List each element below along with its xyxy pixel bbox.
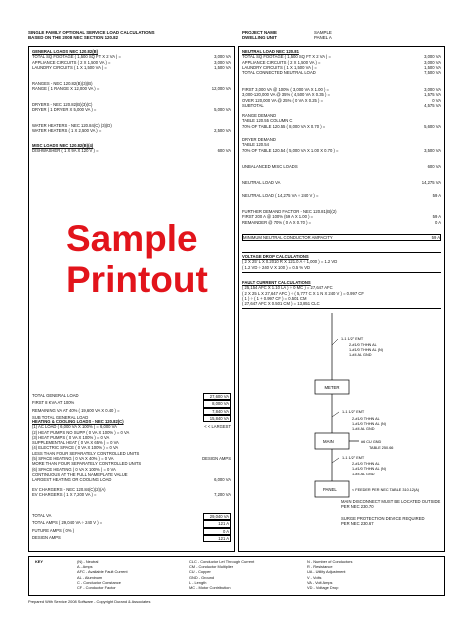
general-loads-title: GENERAL LOADS NEC 120.82(B) [32, 49, 99, 54]
calc-label: EV CHARGERS ( 1 X 7,200 VA ) = [32, 492, 97, 498]
calc-value: 15,840 VA [203, 415, 231, 422]
calc-value: 3,000 VA [424, 87, 441, 92]
project-name-value: SAMPLE [314, 30, 332, 35]
calc-label: RANGE ( 1 RANGE X 12,000 VA ) = [32, 86, 100, 92]
calc-label: NEUTRAL LOAD VA [242, 180, 281, 185]
text-line: (N) - Neutral [77, 559, 99, 564]
calc-row [32, 128, 231, 133]
calc-value: 3,000 VA [424, 54, 441, 60]
calc-label: DISHWASHER ( 1 X 9A X 120 V ) = [32, 148, 99, 154]
abbreviation-key [28, 556, 445, 596]
range-demand-rows [242, 113, 441, 129]
calc-value: 1,500 VA [214, 64, 231, 70]
one-line-diagram-lower [239, 473, 444, 499]
text-line: CM - Conductor Multiplier [189, 564, 234, 570]
text-line: A - Amps [77, 564, 93, 570]
neutral-load-total-rows [242, 180, 441, 199]
sample-printout-watermark [66, 218, 208, 300]
text-line: CF - Conductor Factor [77, 585, 116, 591]
calc-value: 29,040 VA [203, 513, 231, 520]
calc-value: 1,575 VA [424, 92, 441, 98]
calc-value: 27,600 VA [203, 393, 231, 400]
calc-value: 7,200 VA [214, 492, 231, 498]
text-line: VD - Voltage Drop [307, 585, 339, 591]
calc-row [242, 70, 441, 75]
calc-row [32, 148, 231, 153]
calc-value: 7,500 VA [424, 70, 441, 76]
neutral-load-total-section [242, 180, 441, 199]
calc-value: 121 A [203, 520, 231, 527]
calc-label: LAUNDRY CIRCUITS ( 1 X 1,500 VA ) = [32, 64, 107, 70]
calc-label: LARGEST HEATING OR COOLING LOAD [32, 477, 112, 483]
calc-label: REMAINDER @ 70% ( 0 A X 0.70 ) = [242, 219, 312, 225]
text-line: CLC - Conductor Let Through Current [189, 559, 255, 564]
calc-label: DRYERS - NEC 120.82(B)(3)(C) [32, 102, 93, 107]
key-column-2 [189, 559, 254, 590]
misc-loads-section [32, 143, 231, 154]
calc-label: UNBALANCED MISC LOADS [242, 164, 298, 169]
calc-label: RANGE DEMAND [242, 113, 277, 118]
annotations-group-3 [332, 456, 387, 471]
heating-cooling-section [32, 419, 231, 483]
annotation-1-line-3: 1-#1/0 THHN AL (N) [349, 348, 383, 352]
neutral-load-title: NEUTRAL LOAD NEC 120.81 [242, 49, 299, 54]
text-line: UA - Utility Adjustment [307, 569, 346, 575]
dwelling-unit-value: PANEL A [314, 35, 332, 41]
calc-value: 0 A [203, 528, 231, 535]
main-label: MAIN [323, 439, 334, 444]
project-name-label: PROJECT NAME [242, 30, 277, 35]
calc-row [242, 124, 441, 129]
annotation-3-line-3: 1-#1/0 THHN AL (N) [352, 467, 386, 471]
calc-label: TOTAL SQ FOOTAGE ( 1,500 SQ FT X 2 VA ) = [32, 54, 121, 60]
text-line: ( 1.2 VD ÷ 240 V X 100 ) = 0.5 % VD [242, 264, 311, 270]
calc-row [32, 408, 231, 415]
text-line: R - Resistance [307, 564, 333, 570]
final-totals-section [32, 513, 231, 542]
text-line: ( 27,647 AFC X 0.501 CM ) = 13,851 CLC [242, 301, 320, 307]
calc-value: 14,275 VA [421, 180, 441, 185]
voltage-drop-lines [242, 259, 441, 270]
neutral-demand-rows [242, 87, 441, 108]
calc-value: 3,500 VA [424, 147, 441, 153]
annotation-2-line-3: 1-#1/0 THHN AL (N) [352, 422, 386, 426]
further-demand-rows [242, 209, 441, 225]
calc-label: TABLE 120.55 COLUMN C [242, 118, 293, 124]
neutral-demand-section [242, 87, 441, 108]
min-neutral-value: 59 A [431, 235, 440, 240]
calc-label: (4) ELECTRIC SPACE ( 0 VA X 100% ) = 0 VA [32, 445, 119, 451]
calc-label: TOTAL CONNECTED NEUTRAL LOAD [242, 70, 316, 76]
header-line2: BASED ON THE 2008 NEC SECTION 120.82 [28, 35, 119, 41]
ranges-section [32, 81, 231, 92]
water-heaters-section [32, 123, 231, 134]
text-line: AL - Aluminum [77, 574, 103, 580]
ground-note: #6 CU GND [361, 440, 382, 444]
text-line: CU - Copper [189, 569, 211, 575]
calc-value: 0 VA [432, 97, 441, 103]
calc-row [32, 520, 231, 527]
neutral-load-rows [242, 54, 441, 75]
calc-row [32, 65, 231, 70]
fault-current-title: FAULT CURRENT CALCULATIONS [242, 280, 311, 285]
annotation-1-line-1: 1-1 1/2" EMT [341, 337, 364, 341]
calc-value: 4,575 VA [424, 102, 441, 108]
calc-value: 3,000 VA [214, 59, 231, 65]
text-line: N - Number of Conductors [307, 559, 353, 564]
calc-row [242, 193, 441, 198]
annotation-leader-1 [332, 339, 338, 345]
calc-value: 59 A [432, 214, 441, 220]
calc-label: SUPPLEMENTAL HEAT ( 0 VA X 65% ) = 0 VA [32, 440, 119, 446]
annotation-1-line-2: 2-#1/0 THHN AL [349, 343, 377, 347]
calc-value: < < LARGEST [204, 424, 231, 430]
annotation-leader-3 [332, 458, 339, 463]
calc-value: 3,000 VA [214, 54, 231, 60]
final-totals-rows [32, 513, 231, 542]
calc-label: SUB TOTAL GENERAL LOAD [32, 414, 89, 420]
surge-protection-sub: PER NEC 230.67 [341, 521, 374, 527]
annotation-3-line-2: 2-#1/0 THHN AL [352, 462, 380, 466]
calc-label: TOTAL VA [32, 513, 52, 518]
calc-label: FIRST 200 A @ 100% (59 A X 1.00 ) = [242, 214, 314, 220]
right-column [238, 46, 445, 552]
key-column-1 [77, 559, 128, 590]
general-loads-rows [32, 54, 231, 70]
calc-label: FURTHER DEMAND FACTOR - NEC 120.81(B)(2) [242, 209, 337, 214]
calc-label: DRYER ( 1 DRYER X 5,000 VA ) = [32, 107, 97, 113]
calc-row [32, 400, 231, 407]
main-disconnect-sub: PER NEC 230.70 [341, 504, 374, 510]
calc-label: 70% OF TABLE 120.55 ( 8,000 VA X 0.70 ) = [242, 123, 326, 129]
calc-row [32, 513, 231, 520]
text-line: MC - Motor Contribution [189, 585, 231, 591]
voltage-drop-section [242, 252, 441, 273]
calc-label: 70% OF TABLE 120.54 ( 5,000 VA X 1.00 X 0.70 ) = [242, 147, 339, 153]
calc-label: FIRST 8 KVA AT 100% [32, 400, 75, 406]
misc-loads-rows [32, 148, 231, 153]
calc-row [242, 180, 441, 185]
calc-label: MORE THAN FOUR SEPARATELY CONTROLLED UNITS [32, 461, 142, 467]
text-line: ( 25,154 AFC X 1.10 LA ) ÷ 0 MC ) = 27,647 AFC [242, 285, 333, 291]
heating-cooling-rows [32, 424, 231, 482]
fault-current-section [242, 280, 441, 309]
calc-row [32, 535, 231, 542]
calc-value: 8,000 VA [203, 400, 231, 407]
dryers-rows [32, 102, 231, 113]
annotations-group-2 [332, 410, 387, 431]
calc-label: LAUNDRY CIRCUITS ( 1 X 1,500 VA ) = [242, 64, 317, 70]
text-line: ( 2 X 25 L X 27,647 AFC ) ÷ ( 5,777 C X 1 N X 240 V ) = 0.997 CF [242, 290, 364, 296]
calc-value: 1,500 VA [424, 64, 441, 70]
ev-chargers-section [32, 487, 231, 498]
calc-label: LESS THAN FOUR SEPARATELY CONTROLLED UNITS [32, 450, 140, 456]
calc-row [242, 164, 441, 169]
calc-label: APPLIANCE CIRCUITS ( 2 X 1,500 VA ) = [242, 59, 321, 65]
panel-label: PANEL [323, 487, 337, 492]
calc-value: DESIGN AMPS [202, 456, 231, 462]
dwelling-unit-label: DWELLING UNIT [242, 35, 277, 41]
further-demand-section [242, 209, 441, 225]
calc-value: 7,840 VA [203, 408, 231, 415]
calc-label: DESIGN AMPS [32, 534, 61, 540]
heating-cooling-title: HEATING & COOLING LOADS - NEC 120.82(C) [32, 419, 124, 424]
calc-label: CONTINUOUS AT THE FULL NAMEPLATE VALUE [32, 471, 128, 477]
calc-label: DRYER DEMAND [242, 137, 276, 142]
footer-copyright: Prepared With Service 2008 Software - Copyright Durand & Associates [28, 599, 151, 604]
voltage-drop-title: VOLTAGE DROP CALCULATIONS [242, 254, 309, 259]
fault-current-lines [242, 285, 441, 306]
text-line: GND - Ground [189, 574, 215, 580]
watermark-line-1: Sample [66, 218, 198, 259]
calc-value: 6,000 VA [214, 477, 231, 483]
calc-label: APPLIANCE CIRCUITS ( 2 X 1,500 VA ) = [32, 59, 111, 65]
neutral-load-section [242, 49, 441, 75]
misc-loads-title: MISC LOADS NEC 120.82(B)(4) [32, 143, 94, 148]
calc-value: 59 A [432, 193, 441, 199]
text-line: L - Length [189, 579, 207, 585]
calc-row [32, 492, 231, 497]
general-loads-section [32, 49, 231, 70]
range-demand-section [242, 113, 441, 129]
calc-label: SUBTOTAL [242, 102, 264, 108]
calc-label: (1) AC LOAD ( 6,000 VA X 100% ) = 6,000 VA [32, 424, 117, 430]
main-disconnect-label: MAIN DISCONNECT MUST BE LOCATED OUTSIDE [341, 499, 441, 504]
calc-value: 3,000 VA [424, 59, 441, 65]
calc-value: 600 VA [427, 164, 441, 169]
calc-label: TABLE 120.54 [242, 142, 269, 148]
dryers-section [32, 102, 231, 113]
text-line: V - Volts [307, 574, 322, 580]
calc-row [32, 393, 231, 400]
calc-value: 0 A [434, 219, 441, 225]
calc-row [242, 103, 441, 108]
calc-label: TOTAL AMPS ( 29,040 VA ÷ 240 V ) = [32, 520, 103, 526]
calc-value: 2,500 VA [214, 128, 231, 134]
one-line-diagram [239, 313, 444, 473]
annotation-3-line-4: 1-#4 AL GND [352, 473, 375, 476]
dryer-demand-section [242, 137, 441, 153]
water-heaters-rows [32, 123, 231, 134]
main-disconnect-note [341, 499, 441, 510]
calc-label: (3) HEAT PUMPS ( 0 VA X 100% ) = 0 VA [32, 434, 110, 440]
calc-value: 12,000 VA [211, 86, 231, 92]
annotation-1-line-4: 1-#4 AL GND [349, 353, 372, 357]
report-page [24, 22, 449, 608]
min-neutral-row [242, 234, 441, 241]
calc-label: EV CHARGERS - NEC 120.84(C)(2)(A) [32, 487, 106, 492]
meter-label: METER [324, 385, 340, 390]
calc-value: 121 A [203, 535, 231, 542]
calc-row [32, 477, 231, 482]
text-line: C - Conductor Constance [77, 579, 121, 585]
calc-label: TOTAL GENERAL LOAD [32, 393, 79, 398]
calc-label: NEUTRAL LOAD ( 14,275 VA ÷ 240 V ) = [242, 193, 319, 199]
key-title: KEY [35, 559, 43, 564]
calc-value: 5,600 VA [424, 123, 441, 129]
text-line: ( 1 ) ÷ ( 1 + 0.997 CF ) = 0.501 CM [242, 295, 307, 301]
table-note: TABLE 250.66 [369, 446, 394, 450]
calc-label: (5) SPACE HEATING ( 0 VA X 40% ) = 0 VA [32, 456, 114, 462]
calc-row [242, 148, 441, 153]
ev-chargers-rows [32, 487, 231, 498]
totals-rows [32, 393, 231, 422]
text-line: ( 2 X 25' L X 0.2010 R X 121.0 A ÷ 1,000 ) = 1.2 VD [242, 259, 338, 265]
project-labels [242, 30, 302, 41]
feeder-note: < FEEDER PER NEC TABLE 310.12(A) [352, 488, 420, 492]
calc-label: (2) HEAT PUMPS NO SUPP ( 0 VA X 100% ) = 0 VA [32, 429, 130, 435]
calc-label: RANGES - NEC 120.82(B)(3)(B) [32, 81, 93, 86]
watermark-line-2: Printout [66, 259, 208, 300]
header-line1: SINGLE FAMILY OPTIONAL SERVICE LOAD CALCULATIONS [28, 30, 155, 35]
calc-row [32, 528, 231, 535]
calc-label: (6) SPACE HEATING ( 0 VA X 100% ) = 0 VA [32, 466, 116, 472]
annotation-2-line-4: 1-#4 AL GND [352, 427, 375, 431]
key-column-3 [307, 559, 352, 590]
text-line: AFC - Available Fault Current [77, 569, 128, 575]
dryer-demand-rows [242, 137, 441, 153]
calc-value: 5,000 VA [214, 107, 231, 113]
calc-row [32, 107, 231, 112]
text-line: VA - Volt Amps [307, 579, 333, 585]
calc-row [242, 220, 441, 225]
calc-label: FIRST 3,000 VA @ 100% ( 3,000 VA X 1.00 ) = [242, 87, 330, 92]
annotation-leader-2 [332, 412, 339, 417]
surge-protection-label: SURGE PROTECTION DEVICE REQUIRED [341, 516, 425, 521]
unbalanced-rows [242, 164, 441, 169]
surge-protection-note [341, 516, 441, 527]
unbalanced-section [242, 164, 441, 169]
calc-value: 600 VA [217, 148, 231, 154]
ranges-rows [32, 81, 231, 92]
totals-section [32, 393, 231, 422]
calc-label: FUTURE AMPS ( 0% ) [32, 527, 75, 533]
annotation-3-line-1: 1-1 1/2" EMT [342, 456, 365, 460]
min-neutral-label: MINIMUM NEUTRAL CONDUCTOR AMPACITY [243, 235, 333, 240]
calc-label: REMAINING VA AT 40% ( 19,600 VA X 0.40 ) = [32, 407, 120, 413]
annotation-2-line-2: 2-#1/0 THHN AL [352, 417, 380, 421]
annotations-group-1 [332, 337, 384, 357]
calc-label: WATER HEATERS ( 1 X 2,500 VA ) = [32, 128, 102, 134]
calc-label: TOTAL SQ FOOTAGE ( 1,500 SQ FT X 2 VA ) = [242, 54, 331, 60]
report-header [28, 30, 155, 41]
calc-label: 3,000-120,000 VA @ 35% ( 4,500 VA X 0.35 ) = [242, 92, 331, 98]
calc-label: WATER HEATERS - NEC 120.84(C) (3)(D) [32, 123, 112, 128]
annotation-2-line-1: 1-1 1/2" EMT [342, 410, 365, 414]
calc-row [32, 86, 231, 91]
calc-label: OVER 120,000 VA @ 25% ( 0 VA X 0.25 ) = [242, 97, 324, 103]
project-values [314, 30, 394, 41]
